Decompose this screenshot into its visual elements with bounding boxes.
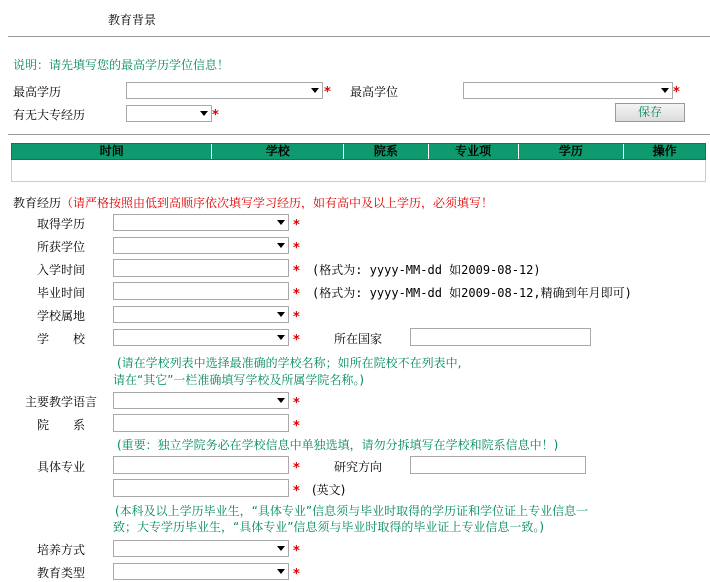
country-label: 所在国家: [334, 332, 383, 346]
education-table-body: [11, 160, 706, 182]
col-edu: 学历: [519, 144, 625, 159]
highest-edu-label: 最高学历: [13, 85, 62, 99]
school-region-label: 学校属地: [37, 309, 86, 323]
dept-note: (重要：独立学院务必在学校信息中单独选填，请勿分拆填写在学校和院系信息中！): [117, 438, 559, 452]
degree-label: 所获学位: [37, 240, 86, 254]
edu-heading-note: （请严格按照由低到高顺序依次填写学习经历，如有高中及以上学历，必须填写！: [61, 196, 494, 210]
required-mark: *: [673, 85, 680, 100]
school-region-select[interactable]: [113, 306, 289, 323]
school-note-line2: 请在“其它”一栏准确填写学校及所属学院名称。): [113, 373, 365, 387]
col-school: 学校: [212, 144, 344, 159]
required-mark: *: [293, 396, 300, 411]
train-mode-select[interactable]: [113, 540, 289, 557]
required-mark: *: [293, 218, 300, 233]
teach-lang-label: 主要教学语言: [25, 395, 98, 409]
country-input[interactable]: [410, 328, 591, 346]
degree-select[interactable]: [113, 237, 289, 254]
grad-time-format-hint: (格式为: yyyy-MM-dd 如2009-08-12,精确到年月即可): [312, 286, 632, 300]
required-mark: *: [293, 264, 300, 279]
required-mark: *: [293, 419, 300, 434]
chevron-down-icon: [200, 111, 208, 116]
major-note-line2: 致；大专学历毕业生，“具体专业”信息须与毕业时取得的毕业证上专业信息一致。): [113, 520, 545, 534]
highest-degree-select[interactable]: [463, 82, 673, 99]
required-mark: *: [324, 85, 331, 100]
required-mark: *: [293, 544, 300, 559]
dept-label: 院 系: [37, 418, 86, 432]
required-mark: *: [293, 484, 300, 499]
chevron-down-icon: [661, 88, 669, 93]
col-major: 专业项: [429, 144, 519, 159]
school-select[interactable]: [113, 329, 289, 346]
required-mark: *: [212, 108, 219, 123]
required-mark: *: [293, 287, 300, 302]
major-label: 具体专业: [37, 460, 86, 474]
required-mark: *: [293, 333, 300, 348]
required-mark: *: [293, 310, 300, 325]
edu-type-label: 教育类型: [37, 566, 86, 580]
school-label: 学 校: [37, 332, 86, 346]
save-button[interactable]: 保存: [615, 103, 685, 122]
start-time-input[interactable]: [113, 259, 289, 277]
divider: [8, 134, 710, 135]
required-mark: *: [293, 461, 300, 476]
major-input[interactable]: [113, 456, 289, 474]
major-english-input[interactable]: [113, 479, 289, 497]
instruction-note: 说明：请先填写您的最高学历学位信息！: [13, 58, 230, 72]
chevron-down-icon: [277, 312, 285, 317]
start-time-format-hint: (格式为: yyyy-MM-dd 如2009-08-12): [312, 263, 541, 277]
col-time: 时间: [12, 144, 212, 159]
start-time-label: 入学时间: [37, 263, 86, 277]
school-note-line1: (请在学校列表中选择最准确的学校名称；如所在院校不在列表中,: [117, 356, 462, 370]
train-mode-label: 培养方式: [37, 543, 86, 557]
chevron-down-icon: [311, 88, 319, 93]
obtained-edu-label: 取得学历: [37, 217, 86, 231]
edu-type-select[interactable]: [113, 563, 289, 580]
grad-time-label: 毕业时间: [37, 286, 86, 300]
required-mark: *: [293, 567, 300, 582]
chevron-down-icon: [277, 546, 285, 551]
english-label: (英文): [312, 483, 346, 497]
chevron-down-icon: [277, 398, 285, 403]
chevron-down-icon: [277, 243, 285, 248]
chevron-down-icon: [277, 220, 285, 225]
required-mark: *: [293, 241, 300, 256]
research-input[interactable]: [410, 456, 586, 474]
major-note-line1: (本科及以上学历毕业生，“具体专业”信息须与毕业时取得的学历证和学位证上专业信息一: [115, 504, 589, 518]
highest-edu-select[interactable]: [126, 82, 323, 99]
edu-heading: [13, 194, 493, 211]
chevron-down-icon: [277, 335, 285, 340]
page-title: 教育背景: [108, 13, 157, 27]
teach-lang-select[interactable]: [113, 392, 289, 409]
college-experience-label: 有无大专经历: [13, 108, 86, 122]
chevron-down-icon: [277, 569, 285, 574]
research-label: 研究方向: [334, 460, 383, 474]
col-action: 操作: [652, 144, 677, 158]
col-dept: 院系: [344, 144, 429, 159]
college-experience-select[interactable]: [126, 105, 212, 122]
dept-input[interactable]: [113, 414, 289, 432]
divider: [8, 36, 710, 37]
highest-degree-label: 最高学位: [350, 85, 399, 99]
education-table-header: [11, 143, 706, 160]
edu-heading-label: 教育经历: [13, 196, 62, 210]
grad-time-input[interactable]: [113, 282, 289, 300]
obtained-edu-select[interactable]: [113, 214, 289, 231]
